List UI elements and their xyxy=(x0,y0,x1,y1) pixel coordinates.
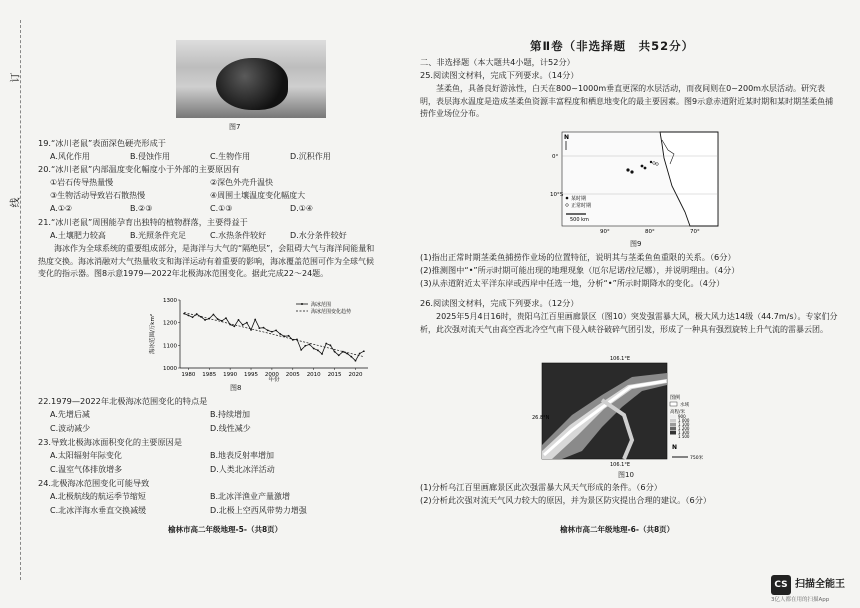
q20-item-4: ④周围土壤温度变化幅度大 xyxy=(210,191,306,200)
elev-swatch-3 xyxy=(670,423,676,427)
y-tick-label: 1100 xyxy=(163,343,177,350)
x-tick-label: 2020 xyxy=(348,372,363,378)
q20-option-c: C.①③ xyxy=(210,204,233,213)
elev-level-2: 1 000 xyxy=(678,418,690,423)
legend-dot-icon xyxy=(566,197,569,200)
q26-item-2: (2)分析此次强对流天气风力较大的原因，并为景区防灾提出合理的建议。（6分） xyxy=(420,495,712,505)
data-point xyxy=(288,335,290,337)
data-point xyxy=(267,329,269,331)
data-point xyxy=(304,345,306,347)
data-point xyxy=(350,356,352,358)
scanner-watermark xyxy=(771,573,851,603)
x-tick-label: 2010 xyxy=(306,372,321,378)
q19-option-b: B.侵蚀作用 xyxy=(130,152,171,161)
q25-item-1: (1)指出正常时期茎柔鱼捕捞作业场的位置特征，说明其与茎柔鱼鱼重限的关系。（6分） xyxy=(420,252,736,262)
q19-option-a: A.风化作用 xyxy=(50,152,90,161)
data-point xyxy=(246,322,248,324)
figure-9-caption: 图9 xyxy=(630,240,642,248)
data-point xyxy=(359,353,361,355)
q21-option-d: D.水分条件较好 xyxy=(290,231,347,240)
data-point xyxy=(338,354,340,356)
q22-option-a: A.先增后减 xyxy=(50,410,90,419)
fishing-ground-dot xyxy=(641,165,644,168)
map10-water: 水域 xyxy=(680,403,689,408)
x-tick-label: 1985 xyxy=(202,372,217,378)
question-20: 20.“冰川老鼠”内部温度变化幅度小于外部的主要原因有 xyxy=(38,164,240,174)
data-point xyxy=(233,325,235,327)
map9-lat-10s: 10°S xyxy=(550,192,564,198)
data-point xyxy=(334,351,336,353)
map9-lon-80: 80° xyxy=(645,229,655,235)
q24-option-a: A.北极航线的航运季节缩短 xyxy=(50,492,146,501)
elev-level-4: 1 200 xyxy=(678,426,690,431)
binding-char-2: 线 xyxy=(10,197,22,208)
question-24: 24.北极海冰范围变化可能导致 xyxy=(38,478,150,488)
q26-item-1: (1)分析乌江百里画廊景区此次强雷暴大风天气形成的条件。（6分） xyxy=(420,482,662,492)
fishing-ground-dot xyxy=(650,161,652,163)
glacier-mouse-rock xyxy=(216,58,288,110)
map10-lon-bottom: 106.1°E xyxy=(610,462,630,467)
binding-dashed-line xyxy=(20,20,21,580)
question-25-passage: 茎柔鱼，具备良好游泳性，白天在800~1000m垂直更深的水层活动，而夜间则在0~200m水层活动。研究表明，表层海水温度是造成茎柔鱼资源丰富程度和栖息地变化的最主要因素。图9示意赤道附近某时期和某时期茎柔鱼捕捞作业场位分布。 xyxy=(420,84,834,118)
data-point xyxy=(196,313,198,315)
map9-lat-0: 0° xyxy=(552,154,559,160)
q21-option-b: B.光照条件充足 xyxy=(130,231,187,240)
x-tick-label: 1980 xyxy=(181,372,196,378)
q24-option-d: D.北极上空西风带势力增强 xyxy=(210,506,307,515)
map10-elev-title: 高程/米 xyxy=(670,410,686,415)
legend-series-label: 海冰范围 xyxy=(311,302,332,308)
sea-ice-extent-line xyxy=(184,314,364,361)
legend-trend-label: 海冰范围变化趋势 xyxy=(311,309,352,315)
data-point xyxy=(330,344,332,346)
passage-22-24: 海冰作为全球系统的重要组成部分，是海洋与大气的“隔绝层”，会阻碍大气与海洋间能量和热度交换。海冰消融对大气热量收支和海洋运动有着重要的影响，海冰覆盖范围可作为全球气候变化的指示器。图8示意1979—2022年北极海冰范围变化。据此完成22～24题。 xyxy=(38,244,375,278)
figure-7-photo xyxy=(176,40,326,118)
map9-legend-1: 某时期 xyxy=(571,196,587,202)
q20-option-d: D.①④ xyxy=(290,204,314,213)
figure-10-caption: 图10 xyxy=(618,471,634,479)
data-point xyxy=(325,343,327,345)
left-footer: 榆林市高二年级地理-5-（共8页） xyxy=(168,525,283,534)
right-page xyxy=(420,0,840,608)
question-26-heading: 26.阅读图文材料，完成下列要求。（12分） xyxy=(420,298,579,308)
data-point xyxy=(355,360,357,362)
q21-option-c: C.水热条件较好 xyxy=(210,231,267,240)
q23-option-a: A.太阳辐射年际变化 xyxy=(50,451,122,460)
fishing-ground-dot xyxy=(626,168,629,171)
question-25-heading: 25.阅读图文材料，完成下列要求。（14分） xyxy=(420,70,579,80)
y-tick-label: 1300 xyxy=(163,298,177,304)
q23-option-c: C.温室气体排放增多 xyxy=(50,465,123,474)
q23-option-d: D.人类北冰洋活动 xyxy=(210,465,275,474)
data-point xyxy=(213,314,215,316)
q24-option-b: B.北冰洋渔业产量激增 xyxy=(210,492,291,501)
map10-legend-title: 图例 xyxy=(670,395,681,401)
binding-margin xyxy=(0,0,36,608)
binding-char-1: 订 xyxy=(10,72,22,83)
scanner-tagline: 3亿人都在用的扫描App xyxy=(771,597,830,603)
q25-item-3: (3)从赤道附近太平洋东岸或西岸中任选一地，分析“•”所示时期降水的变化。（4分） xyxy=(420,278,725,288)
elev-swatch-5 xyxy=(670,431,676,435)
data-point xyxy=(263,327,265,329)
elev-level-1: 900 xyxy=(678,414,686,419)
q25-item-2: (2)推测图中“•”所示时期可能出现的地理现象（厄尔尼诺/拉尼娜），并说明理由。（4分） xyxy=(420,265,740,275)
map9-lon-70: 70° xyxy=(690,229,700,235)
fishing-ground-dot xyxy=(644,167,647,170)
water-swatch-icon xyxy=(670,402,677,406)
q20-item-3: ③生物活动导致岩石散热慢 xyxy=(50,191,146,200)
data-point xyxy=(242,324,244,326)
north-arrow-icon: N xyxy=(672,444,678,451)
q22-option-c: C.波动减少 xyxy=(50,424,91,433)
y-tick-label: 1200 xyxy=(163,320,177,327)
q20-item-1: ①岩石传导热量慢 xyxy=(50,178,114,187)
map10-lon-top: 106.1°E xyxy=(610,356,630,362)
q20-option-a: A.①② xyxy=(50,204,73,213)
data-point xyxy=(192,316,194,318)
q19-option-c: C.生物作用 xyxy=(210,152,251,161)
data-point xyxy=(279,333,281,335)
camscanner-logo-icon: CS xyxy=(771,575,791,595)
elev-swatch-2 xyxy=(670,419,676,423)
data-point xyxy=(204,319,206,321)
map10-lat: 26.8°N xyxy=(532,415,550,421)
subsection-heading: 二、非选择题（本大题共4小题，计52分） xyxy=(420,57,575,67)
question-21: 21.“冰川老鼠”周围能孕育出独特的植物群落，主要得益于 xyxy=(38,217,248,227)
scanner-app-name: 扫描全能王 xyxy=(795,579,845,590)
map9-lon-90: 90° xyxy=(600,229,610,235)
question-23: 23.导致北极海冰面积变化的主要原因是 xyxy=(38,437,183,447)
q22-option-d: D.线性减少 xyxy=(210,424,251,433)
data-point xyxy=(317,349,319,351)
q20-option-b: B.②③ xyxy=(130,204,153,213)
data-point xyxy=(321,353,323,355)
figure-9-map xyxy=(550,128,720,236)
data-point xyxy=(271,331,273,333)
map9-scale: 500 km xyxy=(570,217,589,223)
legend-marker-icon xyxy=(301,303,303,305)
data-point xyxy=(250,329,252,331)
data-point xyxy=(187,315,189,317)
trend-line xyxy=(184,312,364,356)
elev-swatch-4 xyxy=(670,427,676,431)
data-point xyxy=(313,348,315,350)
section-title: 第Ⅱ卷（非选择题 共52分） xyxy=(530,39,695,53)
figure-7-caption: 图7 xyxy=(229,123,241,131)
question-22: 22.1979—2022年北极海冰范围变化的特点是 xyxy=(38,396,208,406)
x-tick-label: 1990 xyxy=(223,372,238,378)
fishing-ground-dot xyxy=(630,170,633,173)
left-page xyxy=(38,0,383,608)
elev-level-6: 1 500 xyxy=(678,434,690,439)
y-tick-label: 1000 xyxy=(163,366,177,372)
data-point xyxy=(363,350,365,352)
chart-marks xyxy=(183,301,364,362)
elev-level-5: 1 300 xyxy=(678,430,690,435)
q22-option-b: B.持续增加 xyxy=(210,410,251,419)
data-point xyxy=(217,318,219,320)
data-point xyxy=(254,319,256,321)
q23-option-b: B.地表反射率增加 xyxy=(210,451,275,460)
data-point xyxy=(275,329,277,331)
x-tick-label: 1995 xyxy=(244,372,259,378)
question-26-passage: 2025年5月4日16时，贵阳乌江百里画廊景区（图10）突发强雷暴大风，极大风力达14级（44.7m/s）。专家们分析，此次强对流天气由高空西北冷空气南下侵入峡谷破碎气团引发，形成了一种具有强烈旋转上升气流的雷暴云团。 xyxy=(420,312,838,334)
q20-item-2: ②深色外壳升温快 xyxy=(210,178,274,187)
elev-swatch-1 xyxy=(670,415,676,419)
q21-option-a: A.土壤肥力较高 xyxy=(50,231,106,240)
north-arrow-icon: N xyxy=(564,134,570,141)
figure-10-map xyxy=(532,355,717,467)
data-point xyxy=(225,317,227,319)
q24-option-c: C.北冰洋海水垂直交换减缓 xyxy=(50,506,147,515)
y-axis-label: 海冰范围/万km² xyxy=(150,313,156,355)
data-point xyxy=(300,349,302,351)
data-point xyxy=(258,327,260,329)
question-19: 19.“冰川老鼠”表面深色硬壳形成于 xyxy=(38,138,166,148)
elev-level-3: 1 100 xyxy=(678,422,690,427)
figure-8-caption: 图8 xyxy=(230,384,242,392)
x-axis-label: 年份 xyxy=(268,377,280,382)
map10-scale: 750米 xyxy=(690,456,704,461)
q19-option-d: D.沉积作用 xyxy=(290,152,331,161)
x-tick-label: 2005 xyxy=(285,372,300,378)
x-tick-label: 2015 xyxy=(327,372,342,378)
x-tick-label: 2000 xyxy=(264,372,279,378)
figure-8-chart xyxy=(146,292,374,382)
data-point xyxy=(238,319,240,321)
map9-legend-2: 正常时期 xyxy=(571,203,592,209)
right-footer: 榆林市高二年级地理-6-（共8页） xyxy=(560,525,675,534)
